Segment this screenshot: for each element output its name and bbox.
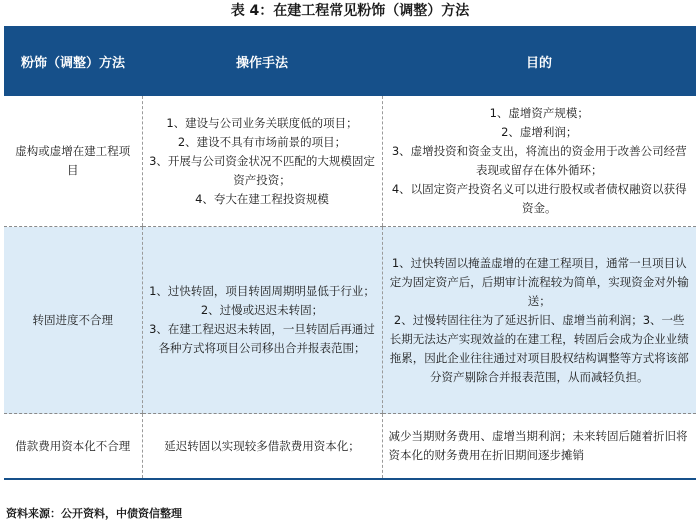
header-row xyxy=(4,26,696,96)
purpose-cell xyxy=(382,414,696,480)
source-note: 资料来源：公开资料，中债资信整理 xyxy=(6,507,182,520)
table-title: 表 4：在建工程常见粉饰（调整）方法 xyxy=(230,3,470,19)
purpose-item: 减少当期财务费用、虚增当期利润；未来转固后随着折旧将资本化的财务费用在折旧期间逐步摊销 xyxy=(388,429,688,462)
header-method: 粉饰（调整）方法 xyxy=(4,26,142,96)
operation-item: 3、开展与公司资金状况不匹配的大规模固定资产投资； xyxy=(149,153,375,187)
table-row xyxy=(4,414,696,480)
renovation-methods-table xyxy=(4,26,696,480)
method-cell: 虚构或虚增在建工程项目 xyxy=(4,96,142,227)
table-row xyxy=(4,227,696,414)
operation-item: 3、在建工程迟迟未转固，一旦转固后再通过各种方式将项目公司移出合并报表范围； xyxy=(149,322,375,355)
operation-cell xyxy=(142,227,382,414)
operation-item: 4、夸大在建工程投资规模 xyxy=(195,191,329,206)
purpose-item: 3、虚增投资和资金支出，将流出的资金用于改善公司经营表现或留存在体外循环； xyxy=(391,144,687,177)
operation-item: 1、建设与公司业务关联度低的项目； xyxy=(166,115,358,130)
operation-cell xyxy=(142,414,382,480)
purpose-cell xyxy=(382,96,696,227)
purpose-item: 2、过慢转固往往为了延迟折旧、虚增当前利润；3、一些长期无法达产实现效益的在建工程，转固后会成为企业业绩拖累，因此企业往往通过对项目股权结构调整等方式将该部分资产剔除合并报表范围，从而减轻负担。 xyxy=(389,312,689,384)
header-purpose: 目的 xyxy=(382,26,696,96)
header-operation: 操作手法 xyxy=(142,26,382,96)
purpose-item: 1、虚增资产规模； xyxy=(489,106,589,120)
operation-item: 2、建设不具有市场前景的项目； xyxy=(177,134,347,149)
table-row xyxy=(4,96,696,227)
purpose-item: 1、过快转固以掩盖虚增的在建工程项目，通常一旦项目认定为固定资产后，后期审计流程较为简单，实现资金对外输送； xyxy=(389,255,689,308)
purpose-item: 2、虚增利润； xyxy=(501,125,578,139)
operation-item: 1、过快转固，项目转固周期明显低于行业； xyxy=(149,284,375,298)
operation-item: 延迟转固以实现较多借款费用资本化； xyxy=(164,438,360,453)
operation-item: 2、过慢或迟迟未转固； xyxy=(200,303,324,317)
purpose-cell xyxy=(382,227,696,414)
method-cell: 借款费用资本化不合理 xyxy=(4,414,142,480)
purpose-item: 4、以固定资产投资名义可以进行股权或者债权融资以获得资金。 xyxy=(391,182,687,215)
operation-cell xyxy=(142,96,382,227)
method-cell: 转固进度不合理 xyxy=(4,227,142,414)
